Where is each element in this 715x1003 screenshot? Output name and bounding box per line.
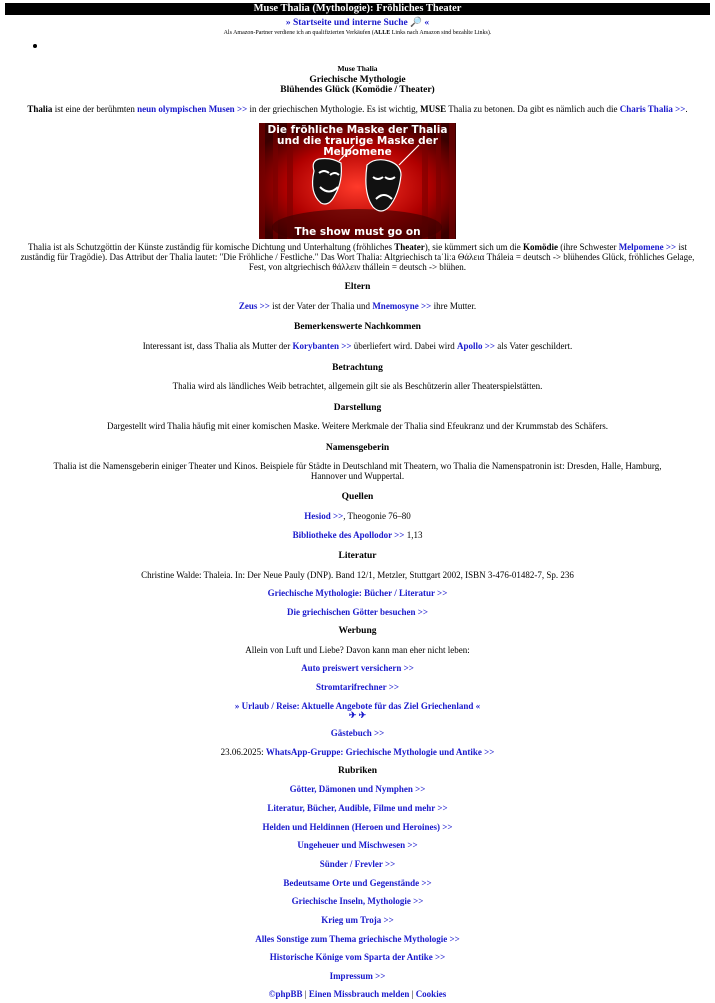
rubrik-row (0, 803, 715, 813)
rubrik-row (0, 896, 715, 906)
betrachtung-heading: Betrachtung (332, 363, 383, 373)
phpbb-link[interactable]: ©phpBB (268, 989, 303, 999)
footer (0, 989, 715, 999)
report-abuse-link[interactable]: Einen Missbrauch melden (308, 989, 410, 999)
intro-bold-thalia: Thalia (27, 104, 53, 114)
gaestebuch-row (0, 728, 715, 738)
page-label: Muse Thalia (337, 64, 378, 73)
eltern-heading: Eltern (344, 282, 371, 292)
urlaub-suffix: « (475, 701, 481, 711)
desc-bold-komoedie: Komödie (522, 242, 558, 252)
page-title-line1: Griechische Mythologie (309, 75, 406, 85)
hesiod-link[interactable]: Hesiod >> (304, 511, 344, 521)
page-title-line2: Blühendes Glück (Komödie / Theater) (280, 85, 435, 95)
rubrik-link-ungeheuer[interactable]: Ungeheuer und Mischwesen >> (297, 840, 418, 850)
intro-bold-muse: MUSE (420, 104, 447, 114)
desc-text: (ihre Schwester (557, 242, 619, 252)
whatsapp-row (0, 747, 715, 757)
literatur-link-row (0, 588, 715, 598)
intro-paragraph (20, 104, 695, 114)
literatur-heading: Literatur (338, 551, 377, 561)
image-caption-top: Die fröhliche Maske der Thalia und die traurige Maske der Melpomene (267, 124, 448, 158)
darstellung-text: Dargestellt wird Thalia häufig mit einer komischen Maske. Weitere Merkmale der Thalia sind Efeukranz und der Krummstab des Schäfers. (107, 421, 608, 431)
rubriken-heading: Rubriken (337, 766, 378, 776)
darstellung-heading: Darstellung (333, 403, 382, 413)
description-paragraph (20, 242, 695, 272)
werbung-heading: Werbung (338, 626, 377, 636)
quellen-item-apollodor (0, 530, 715, 540)
desc-text: ), sie kümmert sich um die (424, 242, 523, 252)
quellen-heading: Quellen (341, 492, 374, 502)
rubrik-row (0, 915, 715, 925)
rubrik-link-sonstiges[interactable]: Alles Sonstige zum Thema griechische Mythologie >> (255, 934, 460, 944)
strom-row (0, 682, 715, 692)
rubrik-link-troja[interactable]: Krieg um Troja >> (321, 915, 394, 925)
whatsapp-link[interactable]: WhatsApp-Gruppe: Griechische Mythologie und Antike >> (265, 747, 495, 757)
goetter-besuchen-row (0, 607, 715, 617)
eltern-text (0, 301, 715, 311)
impressum-link[interactable]: Impressum >> (329, 971, 386, 981)
rubrik-link-goetter[interactable]: Götter, Dämonen und Nymphen >> (289, 784, 426, 794)
urlaub-prefix: » (234, 701, 240, 711)
rubrik-link-literatur[interactable]: Literatur, Bücher, Audible, Filme und mehr >> (267, 803, 448, 813)
nav-row (0, 18, 715, 29)
literatur-text: Christine Walde: Thaleia. In: Der Neue Pauly (DNP). Band 12/1, Metzler, Stuttgart 2002, ISBN 3-476-01482-7, Sp. 236 (141, 570, 574, 580)
nav-prefix: » (285, 18, 291, 28)
namensgeberin-heading: Namensgeberin (325, 443, 390, 453)
buecher-link[interactable]: Griechische Mythologie: Bücher / Literatur >> (267, 588, 448, 598)
eltern-text-part: ihre Mutter. (431, 301, 477, 311)
apollo-link[interactable]: Apollo >> (456, 341, 495, 351)
home-search-link[interactable]: Startseite und interne Suche (292, 18, 408, 28)
korybanten-link[interactable]: Korybanten >> (292, 341, 352, 351)
nachkommen-text-part: Interessant ist, dass Thalia als Mutter der (142, 341, 293, 351)
amazon-bold: ALLE (373, 30, 391, 36)
nachkommen-text (0, 341, 715, 351)
nachkommen-text-part: als Vater geschildert. (494, 341, 573, 351)
urlaub-link[interactable]: Urlaub / Reise: Aktuelle Angebote für das Ziel Griechenland (241, 701, 474, 711)
intro-text: . (685, 104, 688, 114)
mnemosyne-link[interactable]: Mnemosyne >> (372, 301, 432, 311)
zeus-link[interactable]: Zeus >> (238, 301, 270, 311)
rubrik-row (0, 934, 715, 944)
auto-row (0, 663, 715, 673)
namensgeberin-text: Thalia ist die Namensgeberin einiger Theater und Kinos. Beispiele für Städte in Deutschland mit Theatern, wo Thalia die Namenspatronin ist: Dresden, Halle, Hamburg, Hannover und Wuppertal. (53, 461, 662, 481)
rubrik-link-helden[interactable]: Helden und Heldinnen (Heroen und Heroines) >> (262, 822, 453, 832)
rubrik-link-orte[interactable]: Bedeutsame Orte und Gegenstände >> (283, 878, 432, 888)
quellen-text: , Theogonie 76–80 (343, 511, 411, 521)
eltern-text-part: ist der Vater der Thalia und (269, 301, 373, 311)
goetter-besuchen-link[interactable]: Die griechischen Götter besuchen >> (286, 607, 429, 617)
gaestebuch-link[interactable]: Gästebuch >> (330, 728, 385, 738)
whatsapp-date: 23.06.2025: (220, 747, 266, 757)
rubrik-row (0, 784, 715, 794)
image-caption-bottom: The show must go on (294, 226, 421, 238)
rubrik-row (0, 952, 715, 962)
nachkommen-heading: Bemerkenswerte Nachkommen (294, 322, 421, 332)
auto-versichern-link[interactable]: Auto preiswert versichern >> (301, 663, 414, 673)
quellen-item-hesiod (0, 511, 715, 521)
musen-link[interactable]: neun olympischen Musen >> (137, 104, 248, 114)
footer-separator: | (302, 989, 309, 999)
rubrik-row (0, 822, 715, 832)
rubrik-row (0, 840, 715, 850)
betrachtung-text: Thalia wird als ländliches Weib betrachtet, allgemein gilt sie als Beschützerin aller Theaterspielstätten. (172, 381, 543, 391)
rubrik-link-suender[interactable]: Sünder / Frevler >> (319, 859, 396, 869)
magnifier-icon[interactable]: 🔎 (410, 18, 422, 28)
rubrik-link-sparta[interactable]: Historische Könige vom Sparta der Antike >> (269, 952, 446, 962)
desc-text: ist zuständig für Tragödie). Das Attribut der Thalia lautet: "Die Fröhliche / Festliche." Das Wort Thalia: Altgriechisch taˈliːa Θάλεια Tháleia = deutsch -> blühendes Glück, fröhliches Gelage, Fest, von altgriechisch θάλλειν thállein = deutsch -> blühen. (20, 242, 695, 272)
airplane-icons: ✈ ✈ (348, 710, 367, 720)
theatre-masks-image (259, 123, 456, 239)
rubrik-row (0, 878, 715, 888)
intro-text: in der griechischen Mythologie. Es ist wichtig, (247, 104, 421, 114)
nav-suffix: « (424, 18, 430, 28)
apollodor-link[interactable]: Bibliotheke des Apollodor >> (292, 530, 405, 540)
desc-bold-theater: Theater (394, 242, 425, 252)
empty-list-bullet (33, 44, 37, 48)
nachkommen-text-part: überliefert wird. Dabei wird (351, 341, 457, 351)
cookies-link[interactable]: Cookies (415, 989, 447, 999)
intro-text: Thalia zu betonen. Da gibt es nämlich auch die (446, 104, 620, 114)
page-header: Muse Thalia (Mythologie): Fröhliches Theater (5, 3, 710, 15)
footer-separator: | (409, 989, 416, 999)
melpomene-link[interactable]: Melpomene >> (618, 242, 677, 252)
werbung-text: Allein von Luft und Liebe? Davon kann man eher nicht leben: (245, 645, 470, 655)
amazon-text-2: Links nach Amazon sind bezahlte Links). (390, 30, 492, 36)
charis-link[interactable]: Charis Thalia >> (619, 104, 686, 114)
desc-text: Thalia ist als Schutzgöttin der Künste zuständig für komische Dichtung und Unterhaltung (fröhliches (28, 242, 395, 252)
page-title (0, 75, 715, 95)
quellen-text: 1,13 (404, 530, 423, 540)
intro-text: ist eine der berühmten (52, 104, 138, 114)
stromtarifrechner-link[interactable]: Stromtarifrechner >> (316, 682, 399, 692)
amazon-text-1: Als Amazon-Partner verdiene ich an qualifizierten Verkäufen ( (223, 30, 374, 36)
rubrik-row (0, 859, 715, 869)
rubrik-row (0, 971, 715, 981)
airplane-icon (0, 710, 715, 720)
rubrik-link-inseln[interactable]: Griechische Inseln, Mythologie >> (291, 896, 424, 906)
amazon-disclosure (0, 29, 715, 37)
